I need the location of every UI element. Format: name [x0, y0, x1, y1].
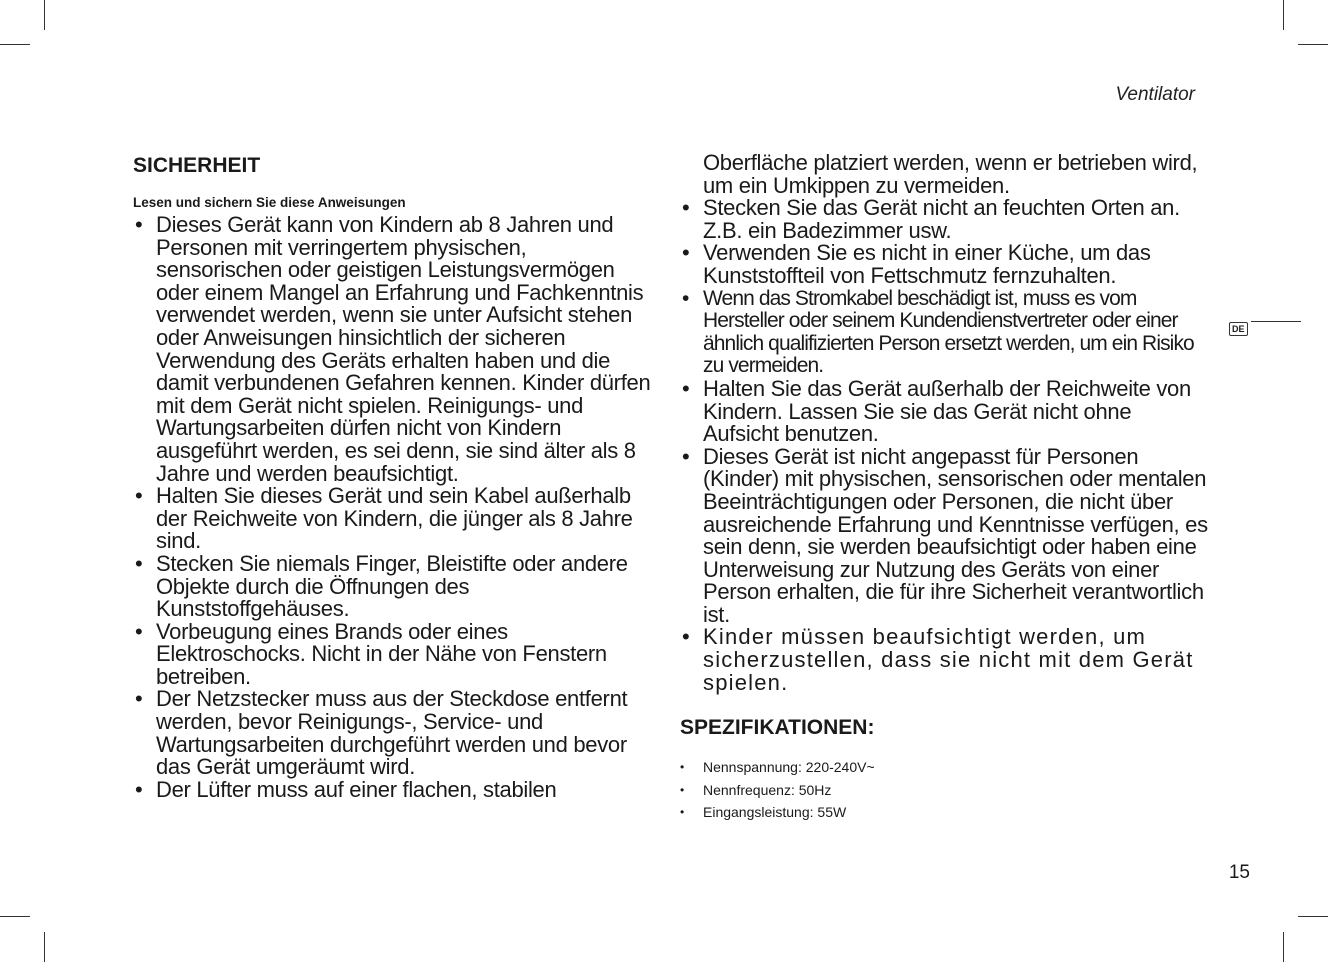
crop-mark — [44, 0, 45, 30]
list-item: • Der Lüfter muss auf einer flachen, stabilen — [133, 779, 653, 802]
list-item-continuation: Oberfläche platziert werden, wenn er betrieben wird, um ein Umkippen zu vermeiden. — [703, 150, 1198, 198]
header-title: Ventilator — [1115, 84, 1195, 105]
safety-title: SICHERHEIT — [133, 154, 261, 177]
list-item: • Kinder müssen beaufsichtigt werden, um sicherzustellen, dass sie nicht mit dem Gerät spielen. — [680, 626, 1210, 694]
specs-title: SPEZIFIKATIONEN: — [680, 716, 875, 740]
list-item: • Halten Sie dieses Gerät und sein Kabel außerhalb der Reichweite von Kindern, die jünger als 8 Jahre sind. — [133, 485, 653, 553]
right-column — [680, 152, 1210, 824]
list-item: • Wenn das Stromkabel beschädigt ist, muss es vom Hersteller oder seinem Kundendienstvertreter oder einer ähnlich qualifizierten Person ersetzt werden, um ein Risiko zu vermeiden. — [680, 288, 1210, 378]
list-item: • Dieses Gerät kann von Kindern ab 8 Jahren und Personen mit verringertem physischen, sensorischen oder geistigen Leistungsvermögen oder einem Mangel an Erfahrung und Fachkenntnis verwendet werden, wenn sie unter Aufsicht stehen oder Anweisungen hinsichtlich der sicheren Verwendung des Geräts erhalten haben und die damit verbundenen Gefahren kennen. Kinder dürfen mit dem Gerät nicht spielen. Reinigungs- und Wartungsarbeiten dürfen nicht von Kindern ausgeführt werden, es sei denn, sie sind älter als 8 Jahre und werden beaufsichtigt. — [133, 214, 653, 485]
list-item: • Vorbeugung eines Brands oder eines Elektroschocks. Nicht in der Nähe von Fenstern betreiben. — [133, 621, 653, 689]
crop-mark — [0, 916, 30, 917]
spec-item: • Nennspannung: 220-240V~ — [680, 756, 1210, 779]
list-item: • Stecken Sie niemals Finger, Bleistifte oder andere Objekte durch die Öffnungen des Kunststoffgehäuses. — [133, 553, 653, 621]
safety-list-right — [680, 152, 1210, 694]
language-tab-line — [1251, 321, 1301, 322]
list-item: • Stecken Sie das Gerät nicht an feuchten Orten an. Z.B. ein Badezimmer usw. — [680, 197, 1210, 242]
crop-mark — [1298, 44, 1328, 45]
list-item: • Verwenden Sie es nicht in einer Küche, um das Kunststoffteil von Fettschmutz fernzuhalten. — [680, 242, 1210, 287]
specs-list — [680, 756, 1210, 824]
crop-mark — [0, 44, 30, 45]
crop-mark — [1283, 932, 1284, 962]
list-item: • Dieses Gerät ist nicht angepasst für Personen (Kinder) mit physischen, sensorischen oder mentalen Beeinträchtigungen oder Personen, die nicht über ausreichende Erfahrung und Kenntnisse verfügen, es sein denn, sie werden beaufsichtigt oder haben eine Unterweisung zur Nutzung des Geräts von einer Person erhalten, die für ihre Sicherheit verantwortlich ist. — [680, 446, 1210, 627]
list-item: • Der Netzstecker muss aus der Steckdose entfernt werden, bevor Reinigungs-, Service- und Wartungsarbeiten durchgeführt werden und bevor das Gerät umgeräumt wird. — [133, 688, 653, 778]
list-item: • Halten Sie das Gerät außerhalb der Reichweite von Kindern. Lassen Sie sie das Gerät nicht ohne Aufsicht benutzen. — [680, 378, 1210, 446]
page-number: 15 — [1228, 862, 1250, 883]
crop-mark — [1298, 916, 1328, 917]
safety-subtitle: Lesen und sichern Sie diese Anweisungen — [133, 195, 406, 210]
crop-mark — [1283, 0, 1284, 30]
left-column — [133, 152, 653, 801]
spec-item: • Nennfrequenz: 50Hz — [680, 779, 1210, 802]
crop-mark — [44, 932, 45, 962]
safety-list-left — [133, 214, 653, 801]
spec-item: • Eingangsleistung: 55W — [680, 801, 1210, 824]
language-tag: DE — [1229, 322, 1248, 336]
